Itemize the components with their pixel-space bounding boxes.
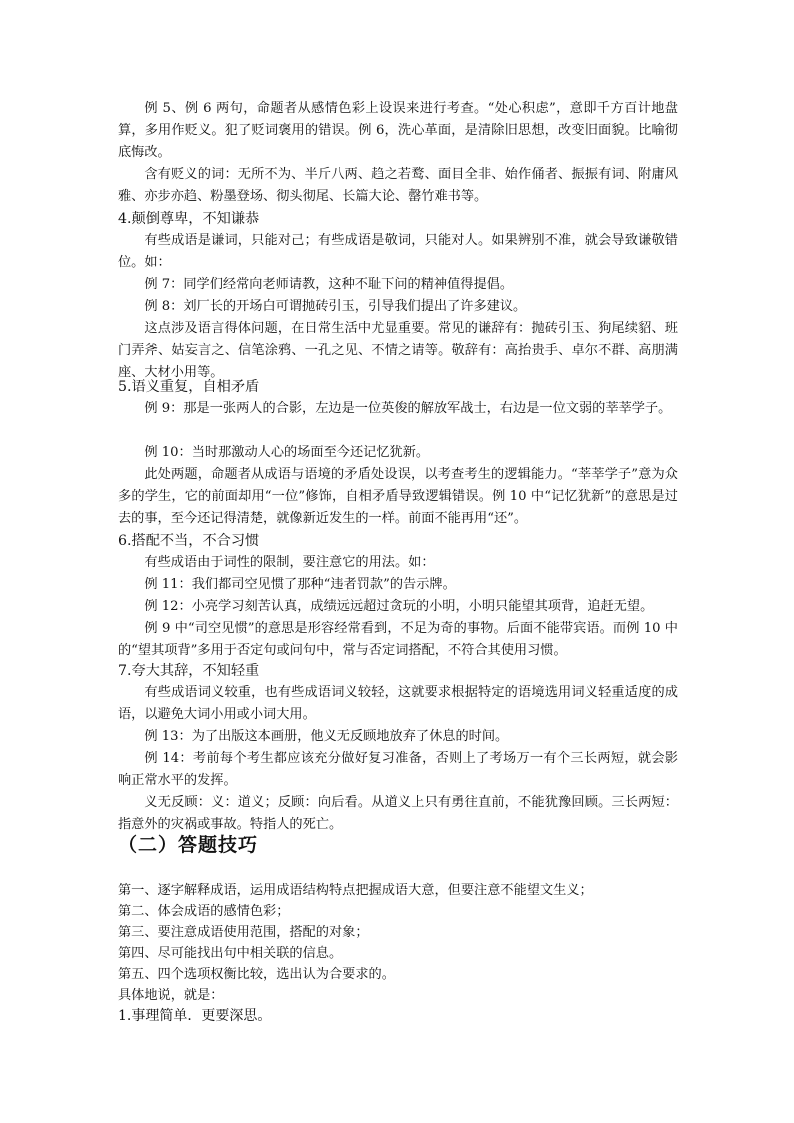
paragraph-humble-words: 这点涉及语言得体问题，在日常生活中尤显重要。常见的谦辞有：抛砖引玉、狗尾续貂、班门弄斧、姑妄言之、信笔涂鸦、一孔之见、不情之请等。敬辞有：高抬贵手、卓尔不群、高朋满座、大材小用等。 — [118, 321, 678, 380]
example-8: 例 8：刘厂长的开场白可谓抛砖引玉，引导我们提出了许多建议。 — [144, 299, 527, 314]
example-12: 例 12：小亮学习刻苦认真，成绩远远超过贪玩的小明，小明只能望其项背，追赶无望。 — [144, 599, 654, 614]
paragraph-weight: 有些成语词义较重，也有些成语词义较轻，这就要求根据特定的语境选用词义轻重适度的成语，以避免大词小用或小词大用。 — [118, 685, 678, 722]
heading-5: 5.语义重复，自相矛盾 — [118, 379, 260, 395]
heading-4: 4.颠倒尊卑，不知谦恭 — [118, 211, 260, 227]
paragraph-usage: 有些成语由于词性的限制，要注意它的用法。如： — [144, 555, 435, 570]
example-13: 例 13：为了出版这本画册，他义无反顾地放弃了休息的时间。 — [144, 729, 509, 744]
tip-point-1: 1.事理简单．更要深思。 — [118, 1008, 272, 1024]
tip-item-3: 第三、要注意成语使用范围，搭配的对象； — [118, 925, 369, 940]
paragraph-example-5-6: 例 5、例 6 两句，命题者从感情色彩上设误来进行考查。“处心积虑”，意即千方百计地盘算，多用作贬义。犯了贬词褒用的错误。例 6，洗心革面，是清除旧思想，改变旧面貌。比喻彻底悔改。 — [118, 101, 678, 160]
paragraph-analysis-5: 此处两题，命题者从成语与语境的矛盾处设误，以考查考生的逻辑能力。“莘莘学子”意为众多的学生，它的前面却用“一位”修饰，自相矛盾导致逻辑错误。例 10 中“记忆犹新”的意思是过去的事，至今还记得清楚，就像新近发生的一样。前面不能再用“还”。 — [118, 467, 678, 526]
tip-item-5: 第五、四个选项权衡比较，选出认为合要求的。 — [118, 967, 395, 982]
example-9: 例 9：那是一张两人的合影，左边是一位英俊的解放军战士，右边是一位文弱的莘莘学子。 — [144, 401, 672, 416]
tip-item-2: 第二、体会成语的感情色彩； — [118, 904, 290, 919]
heading-7: 7.夸大其辞，不知轻重 — [118, 663, 260, 679]
tip-item-1: 第一、逐字解释成语，运用成语结构特点把握成语大意，但要注意不能望文生义； — [118, 883, 593, 898]
section-title-answer-skills: （二）答题技巧 — [118, 834, 259, 856]
paragraph-definitions: 义无反顾：义：道义；反顾：向后看。从道义上只有勇往直前，不能犹豫回顾。三长两短：指意外的灾祸或事故。特指人的死亡。 — [118, 795, 678, 832]
heading-6: 6.搭配不当，不合习惯 — [118, 533, 260, 549]
tip-item-4: 第四、尽可能找出句中相关联的信息。 — [118, 946, 343, 961]
paragraph-derogatory-words: 含有贬义的词：无所不为、半斤八两、趋之若鹜、面目全非、始作俑者、振振有词、附庸风雅、亦步亦趋、粉墨登场、彻头彻尾、长篇大论、罄竹难书等。 — [118, 167, 678, 204]
paragraph-analysis-6: 例 9 中“司空见惯”的意思是形容经常看到，不足为奇的事物。后面不能带宾语。而例 10 中的“望其项背”多用于否定句或问句中，常与否定词搭配，不符合其使用习惯。 — [118, 621, 678, 658]
paragraph-humble-honorific: 有些成语是谦词，只能对己；有些成语是敬词，只能对人。如果辨别不准，就会导致谦敬错位。如： — [118, 233, 678, 270]
tip-specifically: 具体地说，就是： — [118, 988, 224, 1003]
example-10: 例 10：当时那激动人心的场面至今还记忆犹新。 — [144, 445, 430, 460]
example-7: 例 7：同学们经常向老师请教，这种不耻下问的精神值得提倡。 — [144, 277, 514, 292]
example-11: 例 11：我们都司空见惯了那种“违者罚款”的告示牌。 — [144, 577, 456, 592]
example-14: 例 14：考前每个考生都应该充分做好复习准备，否则上了考场万一有个三长两短，就会影响正常水平的发挥。 — [118, 751, 678, 788]
